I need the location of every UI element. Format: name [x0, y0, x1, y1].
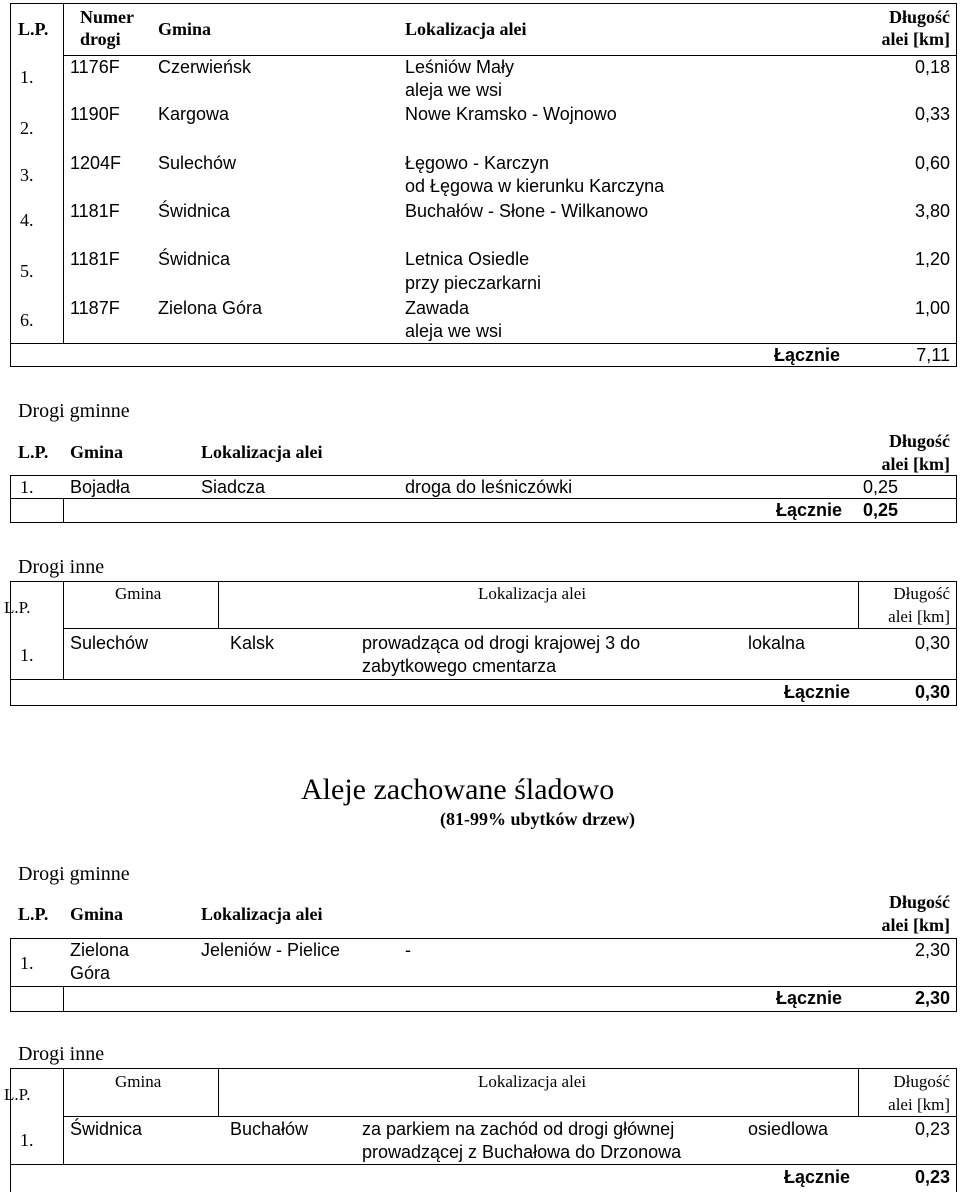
header-numer: drogi [80, 29, 121, 49]
cell-dlugosc: 0,30 [914, 633, 950, 653]
cell-lokalizacja-opis: droga do leśniczówki [405, 477, 573, 497]
total-label: Łącznie [775, 500, 842, 520]
header-lp: L.P. [18, 19, 49, 39]
cell-dlugosc: 1,20 [914, 249, 950, 269]
cell-numer: 1181F [70, 249, 120, 269]
cell-rodzaj: osiedlowa [748, 1119, 829, 1139]
cell-gmina: Sulechów [70, 633, 149, 653]
cell-lp: 1. [20, 645, 34, 665]
section-title: Drogi gminne [18, 863, 130, 885]
row-lp: 3. [20, 165, 34, 185]
header-lokalizacja: Lokalizacja alei [478, 584, 587, 603]
cell-gmina: Zielona [70, 940, 130, 960]
cell-numer: 1204F [70, 153, 122, 173]
page-title: Aleje zachowane śladowo [301, 773, 615, 806]
cell-opis: prowadzącej z Buchałowa do Drzonowa [362, 1142, 682, 1162]
cell-lokalizacja: Zawada [405, 298, 470, 318]
cell-rodzaj: lokalna [748, 633, 806, 653]
cell-numer: 1187F [70, 298, 120, 318]
row-lp: 6. [20, 310, 34, 330]
total-label: Łącznie [773, 345, 840, 365]
cell-lp: 1. [20, 953, 34, 973]
cell-gmina: Sulechów [158, 153, 237, 173]
section-title: Drogi gminne [18, 400, 130, 422]
total-value: 0,30 [914, 682, 950, 702]
header-gmina: Gmina [115, 584, 162, 603]
row-lp: 1. [20, 67, 34, 87]
cell-lp: 1. [20, 1130, 34, 1150]
cell-opis: zabytkowego cmentarza [362, 656, 557, 676]
cell-numer: 1181F [70, 201, 120, 221]
section-title: Drogi inne [18, 1043, 105, 1065]
total-value: 2,30 [914, 988, 950, 1008]
header-dlugosc: alei [km] [881, 454, 950, 474]
header-gmina: Gmina [158, 19, 212, 39]
header-dlugosc: alei [km] [881, 915, 950, 935]
header-lokalizacja: Lokalizacja alei [405, 19, 527, 39]
header-lp: L.P. [18, 442, 49, 462]
cell-dlugosc: 1,00 [914, 298, 950, 318]
total-label: Łącznie [783, 682, 850, 702]
header-lp: L.P. [4, 1085, 31, 1104]
cell-lokalizacja: Siadcza [201, 477, 266, 497]
cell-dlugosc: 3,80 [914, 201, 950, 221]
page-subtitle: (81-99% ubytków drzew) [440, 809, 635, 829]
cell-numer: 1176F [70, 57, 120, 77]
header-lp: L.P. [4, 598, 31, 617]
row-lp: 2. [20, 118, 34, 138]
section-title: Drogi inne [18, 556, 105, 578]
header-dlugosc: alei [km] [888, 607, 950, 626]
header-dlugosc: alei [km] [881, 29, 950, 49]
header-gmina: Gmina [115, 1072, 162, 1091]
cell-lokalizacja-opis: od Łęgowa w kierunku Karczyna [405, 176, 665, 196]
cell-lokalizacja-opis: - [405, 940, 411, 960]
header-gmina: Gmina [70, 442, 124, 462]
cell-lokalizacja: Nowe Kramsko - Wojnowo [405, 104, 617, 124]
cell-dlugosc: 0,18 [914, 57, 950, 77]
header-dlugosc: Długość [888, 431, 950, 451]
total-label: Łącznie [775, 988, 842, 1008]
header-lp: L.P. [18, 904, 49, 924]
header-numer: Numer [80, 7, 134, 27]
row-lp: 4. [20, 210, 34, 230]
cell-gmina: Czerwieńsk [158, 57, 252, 77]
header-lokalizacja: Lokalizacja alei [201, 442, 323, 462]
cell-numer: 1190F [70, 104, 120, 124]
row-lp: 5. [20, 261, 34, 281]
cell-opis: prowadząca od drogi krajowej 3 do [362, 633, 641, 653]
cell-lokalizacja: Łęgowo - Karczyn [405, 153, 550, 173]
total-label: Łącznie [783, 1167, 850, 1187]
cell-lokalizacja-opis: aleja we wsi [405, 80, 503, 100]
cell-lp: 1. [20, 477, 34, 497]
cell-dlugosc: 0,33 [914, 104, 950, 124]
total-value: 0,23 [914, 1167, 950, 1187]
cell-dlugosc: 0,23 [914, 1119, 950, 1139]
cell-lokalizacja: Leśniów Mały [405, 57, 515, 77]
header-dlugosc: alei [km] [888, 1095, 950, 1114]
header-gmina: Gmina [70, 904, 124, 924]
header-lokalizacja: Lokalizacja alei [201, 904, 323, 924]
cell-gmina: Kargowa [158, 104, 230, 124]
cell-gmina: Bojadła [70, 477, 131, 497]
cell-opis: za parkiem na zachód od drogi głównej [362, 1119, 675, 1139]
cell-lokalizacja: Letnica Osiedle [405, 249, 530, 269]
cell-lokalizacja-opis: aleja we wsi [405, 321, 503, 341]
header-dlugosc: Długość [888, 892, 950, 912]
cell-dlugosc: 2,30 [914, 940, 950, 960]
cell-gmina: Świdnica [158, 201, 231, 221]
header-dlugosc: Długość [893, 584, 950, 603]
total-value: 7,11 [916, 345, 950, 365]
cell-lokalizacja: Buchałów - Słone - Wilkanowo [405, 201, 649, 221]
cell-dlugosc: 0,60 [914, 153, 950, 173]
cell-gmina: Góra [70, 963, 111, 983]
cell-lokalizacja: Jeleniów - Pielice [201, 940, 341, 960]
cell-gmina: Świdnica [70, 1119, 143, 1139]
header-lokalizacja: Lokalizacja alei [478, 1072, 587, 1091]
header-dlugosc: Długość [893, 1072, 950, 1091]
total-value: 0,25 [862, 500, 898, 520]
cell-dlugosc: 0,25 [862, 477, 898, 497]
cell-gmina: Zielona Góra [158, 298, 263, 318]
header-dlugosc: Długość [888, 7, 950, 27]
cell-miejscowosc: Kalsk [230, 633, 275, 653]
cell-miejscowosc: Buchałów [230, 1119, 309, 1139]
cell-gmina: Świdnica [158, 249, 231, 269]
cell-lokalizacja-opis: przy pieczarkarni [405, 273, 542, 293]
